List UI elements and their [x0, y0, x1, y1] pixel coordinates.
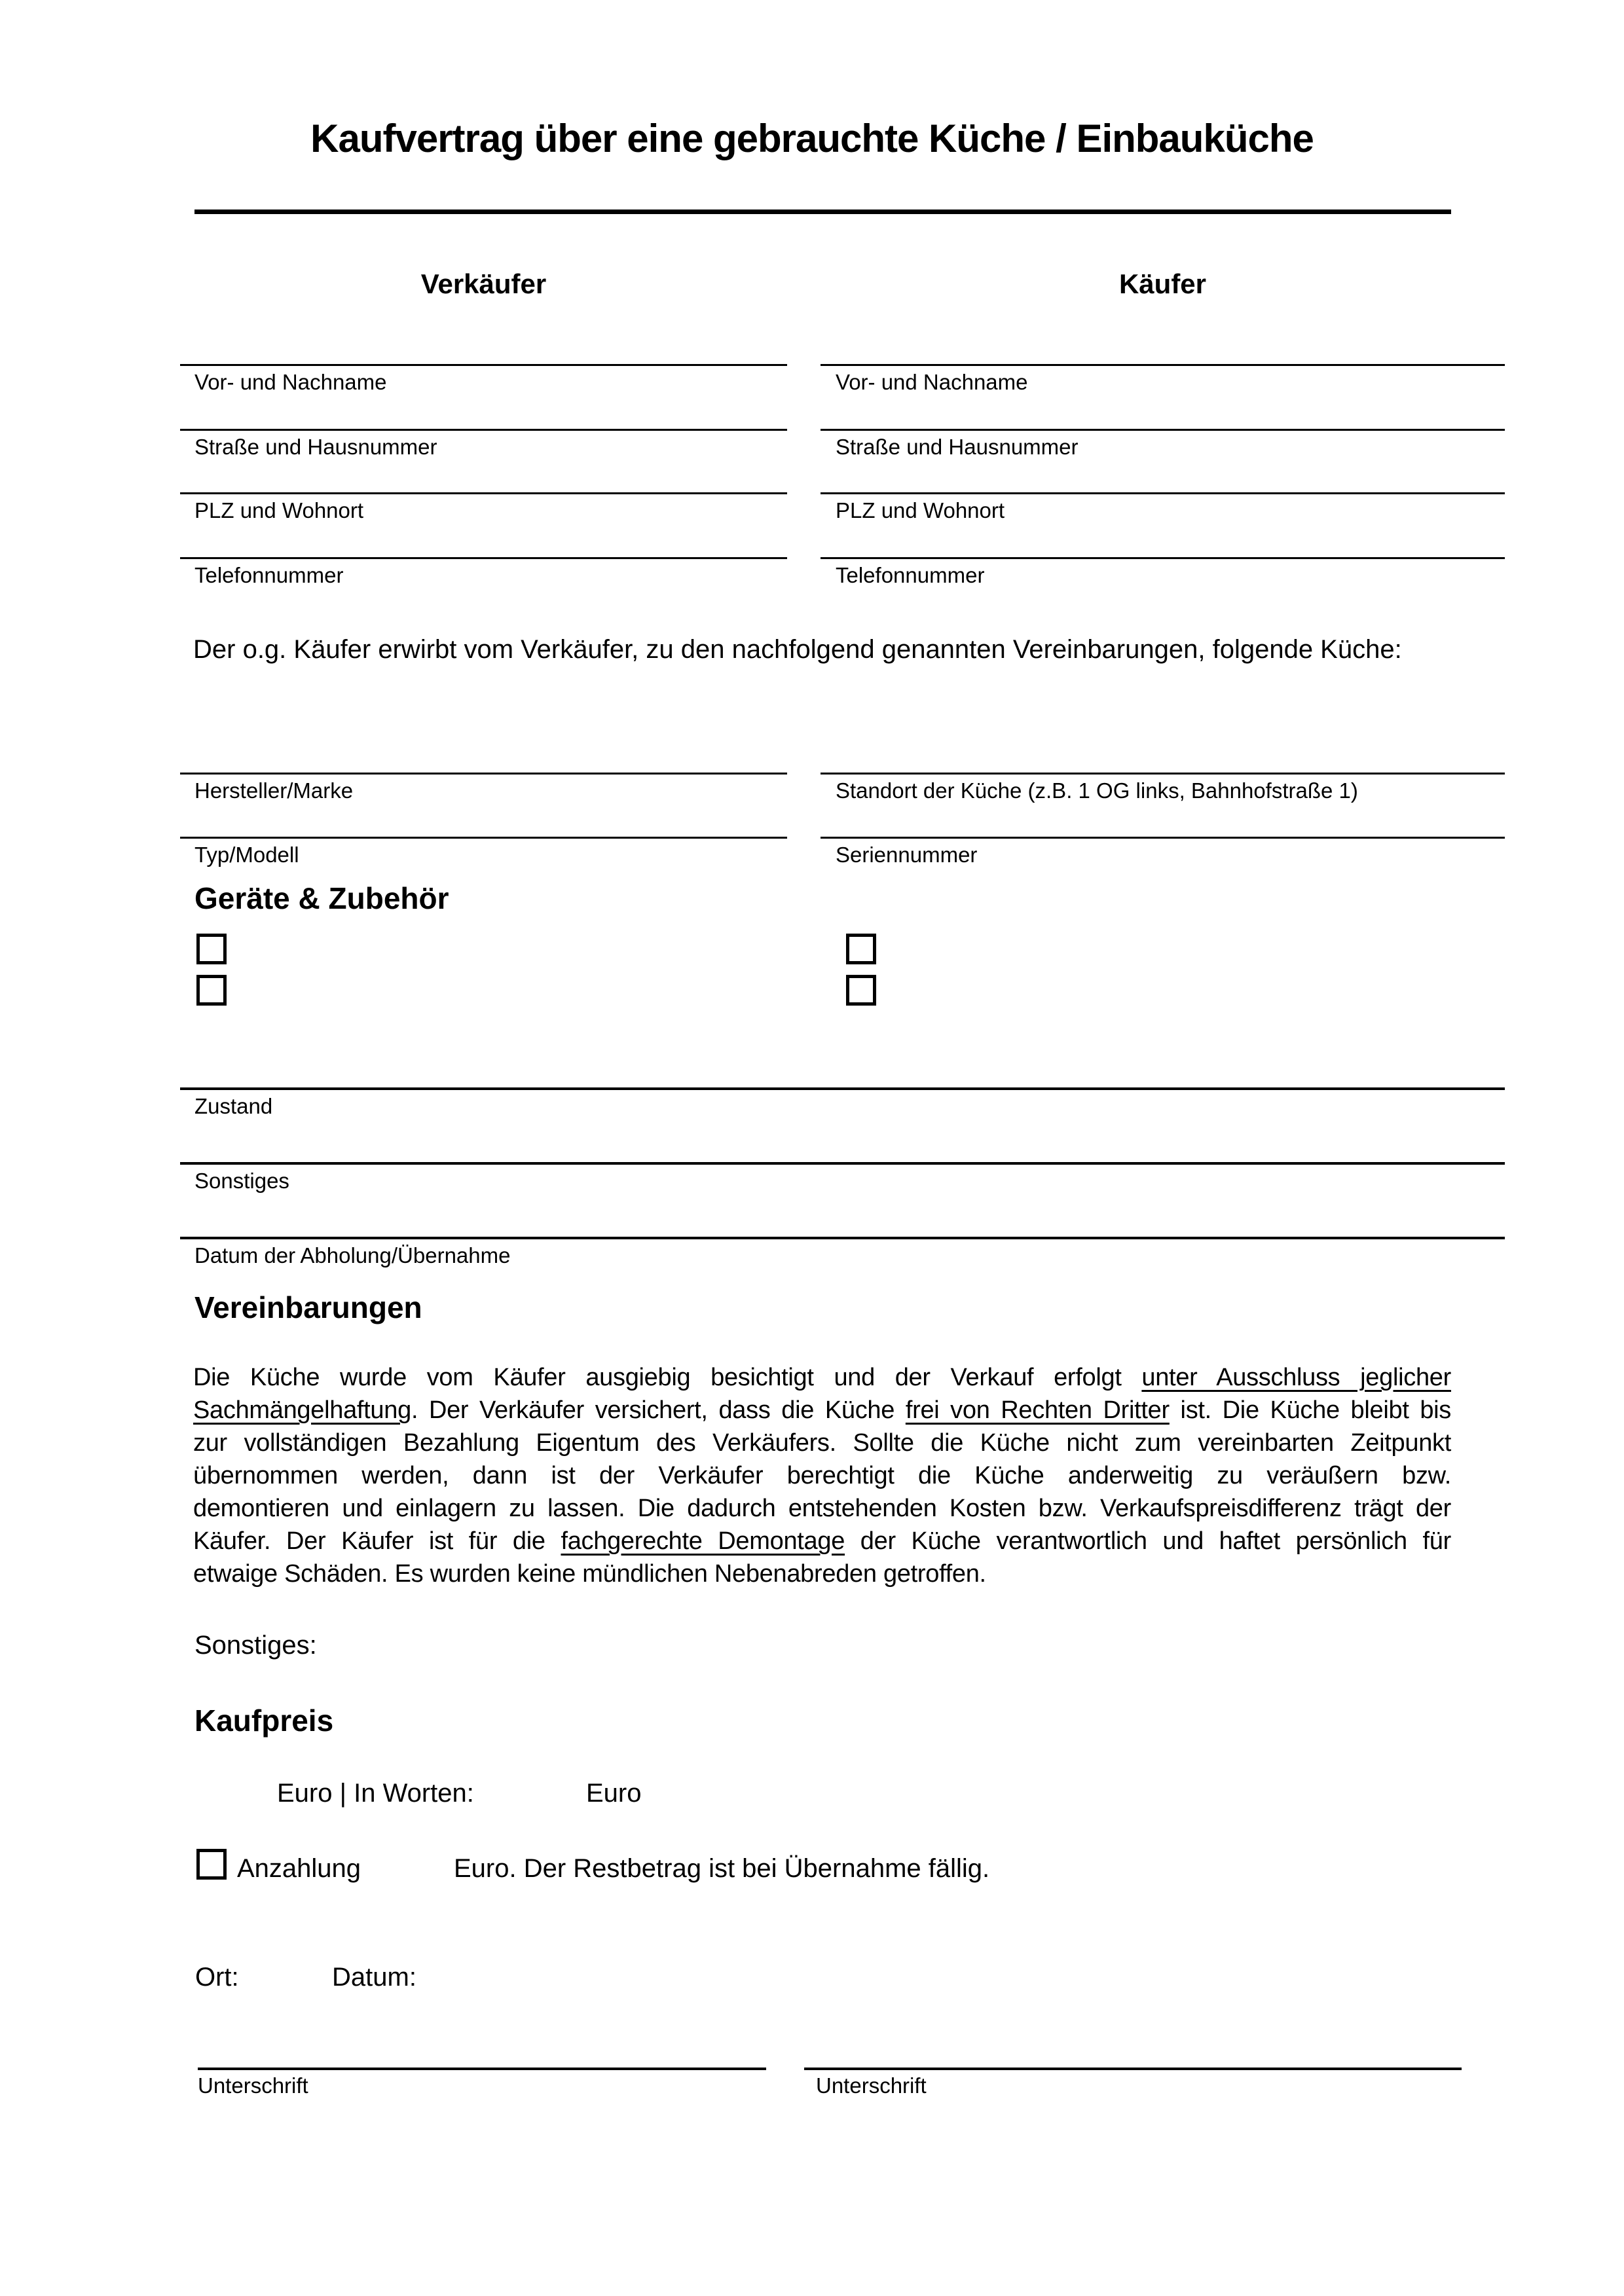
agreement-line: etwaige Schäden. Es wurden keine mündlichen Nebenabreden getroffen.	[193, 1560, 986, 1588]
buyer-street-label: Straße und Hausnummer	[836, 435, 1079, 459]
model-line	[180, 837, 787, 839]
model-label: Typ/Modell	[194, 843, 299, 867]
seller-name-label: Vor- und Nachname	[194, 370, 387, 394]
location-label: Standort der Küche (z.B. 1 OG links, Bahnhofstraße 1)	[836, 778, 1358, 803]
deposit-checkbox[interactable]	[196, 1849, 227, 1880]
deposit-label: Anzahlung	[237, 1854, 361, 1883]
datum-label: Datum:	[332, 1963, 416, 1992]
device-checkbox-4[interactable]	[846, 975, 876, 1006]
buyer-name-line	[821, 364, 1505, 366]
pickup-date-line	[180, 1237, 1505, 1239]
buyer-signature-line	[804, 2068, 1462, 2070]
title-rule	[194, 210, 1451, 214]
buyer-phone-line	[821, 557, 1505, 559]
agreement-line: demontieren und einlagern zu lassen. Die dadurch entstehenden Kosten bzw. Verkaufspreisdifferenz trägt der	[193, 1495, 1451, 1522]
price-in-words-label: Euro	[586, 1779, 642, 1808]
pickup-date-label: Datum der Abholung/Übernahme	[194, 1243, 511, 1267]
seller-city-label: PLZ und Wohnort	[194, 498, 364, 522]
seller-street-label: Straße und Hausnummer	[194, 435, 437, 459]
seller-column-header: Verkäufer	[420, 268, 547, 299]
buyer-signature-label: Unterschrift	[816, 2073, 927, 2098]
seller-signature-label: Unterschrift	[198, 2073, 308, 2098]
seller-street-line	[180, 429, 787, 431]
buyer-phone-label: Telefonnummer	[836, 563, 985, 587]
device-checkbox-1[interactable]	[196, 934, 227, 964]
agreement-line: zur vollständigen Bezahlung Eigentum des Verkäufers. Sollte die Küche nicht zum vereinbarten Zeitpunkt	[193, 1429, 1451, 1457]
seller-phone-label: Telefonnummer	[194, 563, 344, 587]
manufacturer-label: Hersteller/Marke	[194, 778, 354, 803]
seller-city-line	[180, 492, 787, 494]
other-label: Sonstiges	[194, 1169, 289, 1193]
agreements-text	[193, 1361, 1451, 1590]
condition-line	[180, 1087, 1505, 1090]
buyer-column-header: Käufer	[1118, 268, 1207, 299]
intro-text: Der o.g. Käufer erwirbt vom Verkäufer, zu den nachfolgend genannten Vereinbarungen, folgende Küche:	[193, 635, 1402, 664]
misc-label: Sonstiges:	[194, 1631, 317, 1660]
agreements-heading: Vereinbarungen	[194, 1290, 422, 1324]
buyer-name-label: Vor- und Nachname	[836, 370, 1028, 394]
buyer-city-label: PLZ und Wohnort	[836, 498, 1005, 522]
device-checkbox-2[interactable]	[846, 934, 876, 964]
serial-line	[821, 837, 1505, 839]
agreement-line: Die Küche wurde vom Käufer ausgiebig besichtigt und der Verkauf erfolgt unter Ausschluss jeglicher	[193, 1364, 1451, 1391]
serial-label: Seriennummer	[836, 843, 978, 867]
price-amount-label: Euro | In Worten:	[277, 1779, 474, 1808]
agreement-line: Käufer. Der Käufer ist für die fachgerechte Demontage der Küche verantwortlich und haftet persönlich für	[193, 1527, 1451, 1555]
devices-heading: Geräte & Zubehör	[194, 881, 449, 915]
location-line	[821, 773, 1505, 774]
buyer-street-line	[821, 429, 1505, 431]
manufacturer-line	[180, 773, 787, 774]
seller-name-line	[180, 364, 787, 366]
page-title: Kaufvertrag über eine gebrauchte Küche / Einbauküche	[310, 117, 1314, 160]
device-checkbox-3[interactable]	[196, 975, 227, 1006]
seller-phone-line	[180, 557, 787, 559]
deposit-text: Euro. Der Restbetrag ist bei Übernahme fällig.	[454, 1854, 990, 1883]
ort-label: Ort:	[195, 1963, 239, 1992]
price-heading: Kaufpreis	[194, 1704, 334, 1738]
other-line	[180, 1162, 1505, 1165]
agreement-line: übernommen werden, dann ist der Verkäufer berechtigt die Küche anderweitig zu veräußern bzw.	[193, 1462, 1451, 1489]
condition-label: Zustand	[194, 1094, 273, 1118]
agreement-line: Sachmängelhaftung. Der Verkäufer versichert, dass die Küche frei von Rechten Dritter ist. Die Küche bleibt bis	[193, 1396, 1452, 1424]
seller-signature-line	[198, 2068, 766, 2070]
buyer-city-line	[821, 492, 1505, 494]
